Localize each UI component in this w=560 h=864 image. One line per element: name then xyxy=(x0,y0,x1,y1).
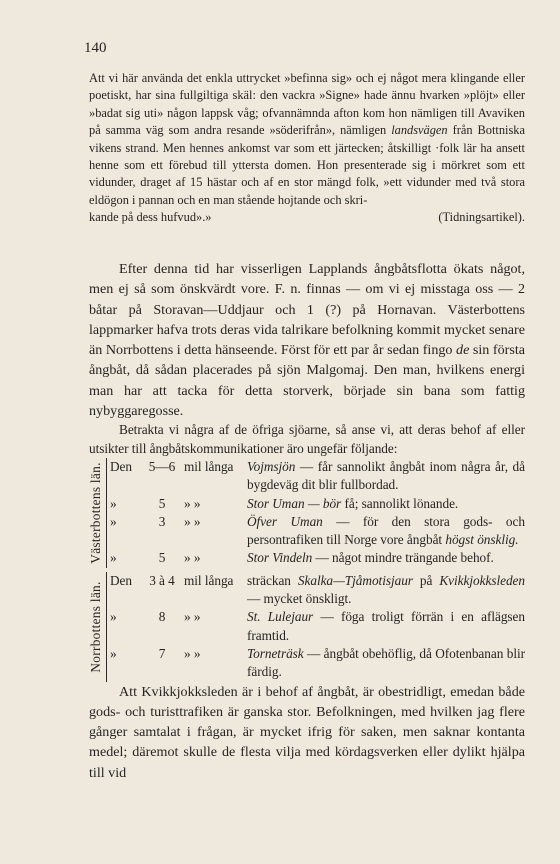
entry-desc: — föga troligt förrän i en aflägsen framtid. xyxy=(247,609,525,643)
entry-text xyxy=(247,572,525,609)
entry-desc: få; sannolikt lönande. xyxy=(341,495,459,511)
unit: » » xyxy=(184,513,201,529)
quote-last-line: kande på dess hufvud».» xyxy=(89,210,212,225)
lake-entry xyxy=(110,458,525,495)
county-label xyxy=(86,458,106,568)
entry-text xyxy=(247,549,525,567)
distance: 5—6 xyxy=(148,458,176,474)
paragraph: Att Kvikkjokksleden är i behof af ångbåt, är obestridligt, emedan både gods- och turisttrafiken är ganska stor. Befolkningen, med hvilken jag flere gånger samtalat i frågan, är mycket ifrig för saken, men saknar kontanta medel; däremot skulle de flesta vilja med kördagsverken eller dylikt hjälpa till vid xyxy=(89,683,525,781)
ditto: Den xyxy=(110,572,133,588)
quoted-article xyxy=(89,70,525,227)
lake-name: Torneträsk xyxy=(247,645,304,661)
main-text xyxy=(89,259,525,783)
entry-lead xyxy=(110,608,247,645)
lake-entry xyxy=(110,645,525,682)
distance: 3 à 4 xyxy=(149,572,175,588)
brace-list xyxy=(106,572,525,682)
lake-entry xyxy=(110,572,525,609)
lake-entry xyxy=(110,549,525,567)
entry-desc: — något mindre trängande behof. xyxy=(312,550,494,566)
vasterbotten-group xyxy=(86,458,525,568)
county-label-text: Norrbottens län. xyxy=(87,581,103,673)
entry-italic: högst önsklig. xyxy=(445,532,519,548)
entry-text xyxy=(247,495,525,513)
paragraph: Betrakta vi några af de öfriga sjöarne, så anse vi, att deras behof af eller utsikter till ångbåtskommunikationer äro ungefär följande: xyxy=(89,422,525,456)
entry-desc: — får sannolikt ångbåt inom några år, då bygdeväg dit blir fullbordad. xyxy=(247,458,525,493)
ditto: » xyxy=(110,609,117,625)
unit: » » xyxy=(184,550,201,566)
lake-name: Stor Vindeln xyxy=(247,550,313,566)
lake-entry xyxy=(110,495,525,513)
lake-section xyxy=(89,421,525,681)
lake-entry xyxy=(110,513,525,550)
entry-lead xyxy=(110,513,247,550)
ditto: » xyxy=(110,513,117,529)
unit: » » xyxy=(184,645,201,661)
ditto: Den xyxy=(110,458,133,474)
entry-text xyxy=(247,645,525,682)
entry-lead xyxy=(110,495,247,513)
lake-name: Öfver Uman xyxy=(247,513,323,529)
entry-lead xyxy=(110,572,247,609)
county-label xyxy=(86,572,106,682)
distance: 5 xyxy=(158,550,166,566)
paragraph xyxy=(89,259,525,421)
entry-desc: sträckan xyxy=(247,572,298,588)
norrbotten-group xyxy=(86,572,525,682)
distance: 7 xyxy=(158,645,166,661)
page-number: 140 xyxy=(84,40,107,56)
quote-italic: landsvägen xyxy=(391,123,448,138)
ditto: » xyxy=(110,645,117,661)
unit: mil långa xyxy=(184,572,234,588)
lake-name: Skalka—Tjåmotisjaur xyxy=(297,572,413,588)
entry-desc: på xyxy=(412,572,440,588)
lake-entry xyxy=(110,608,525,645)
paragraph-text: Efter denna tid har visserligen Lapplands ångbåtsflotta ökats något, men ej så som önskvärdt vore. F. n. finnas — om vi ej misstaga oss — 2 båtar på Storavan—Uddjaur och 1 (?) på Hornavan. Västerbottens lappmarker hafva trots deras vida talrikare befolkning kommit mycket senare än Norrbottens i detta hänseende. Först för ett par år sedan fingo xyxy=(89,261,525,359)
lake-name: Kvikkjokksleden xyxy=(439,572,525,588)
paragraph-text: sin första ångbåt, då sådan placerades på sjön Malgomaj. Den man, hvilkens energi man har att tacka för detta storverk, började sin bana som fattig nybyggaregosse. xyxy=(89,342,525,420)
quote-text: Att vi här använda det enkla uttrycket »befinna sig» och ej något mera klingande eller poetiskt, har sina fullgiltiga skäl: den vackra »Signe» hade ännu hvarken »plöjt» eller »badat sig uti» någon lappsk våg; ofvannämnda afton kom hon nämligen till Avaviken på samma väg som andra resande »söderifrån», nämligen xyxy=(89,71,525,138)
entry-lead xyxy=(110,645,247,682)
entry-desc: — ångbåt obehöflig, då Ofotenbanan blir färdig. xyxy=(247,645,525,680)
lake-name: Stor Uman — bör xyxy=(247,495,342,511)
county-label-text: Västerbottens län. xyxy=(87,462,103,564)
unit: » » xyxy=(184,609,201,625)
entry-text xyxy=(247,513,525,550)
unit: mil långa xyxy=(184,458,234,474)
unit: » » xyxy=(184,495,201,511)
entry-lead xyxy=(110,458,247,495)
distance: 5 xyxy=(158,495,166,511)
lake-name: Vojmsjön xyxy=(247,458,296,474)
ditto: » xyxy=(110,495,117,511)
ditto: » xyxy=(110,550,117,566)
quote-source: (Tidningsartikel). xyxy=(438,210,525,225)
paragraph-italic: de xyxy=(456,342,470,359)
entry-text xyxy=(247,458,525,495)
entry-text xyxy=(247,608,525,645)
distance: 8 xyxy=(158,609,166,625)
lake-name: St. Lulejaur xyxy=(247,609,314,625)
entry-lead xyxy=(110,549,247,567)
quote-text-2: från Bottniska vikens strand. Men hennes ankomst var som ett järtecken; åtskilligt ·folk lär ha ansett henne som ett förebud till yttersta domen. Hon presenterade sig i mörkret som ett vidunder, draget af 15 hästar och af en stor mängd folk, »ett vidunder med två stora eldögon i pannan och en man stående hojtande och skri- xyxy=(89,123,525,207)
brace-list xyxy=(106,458,525,568)
distance: 3 xyxy=(158,513,166,529)
entry-desc: — mycket önskligt. xyxy=(247,591,352,607)
entry-desc: — för den stora gods- och persontrafiken till Norge vore ångbåt xyxy=(247,513,525,548)
